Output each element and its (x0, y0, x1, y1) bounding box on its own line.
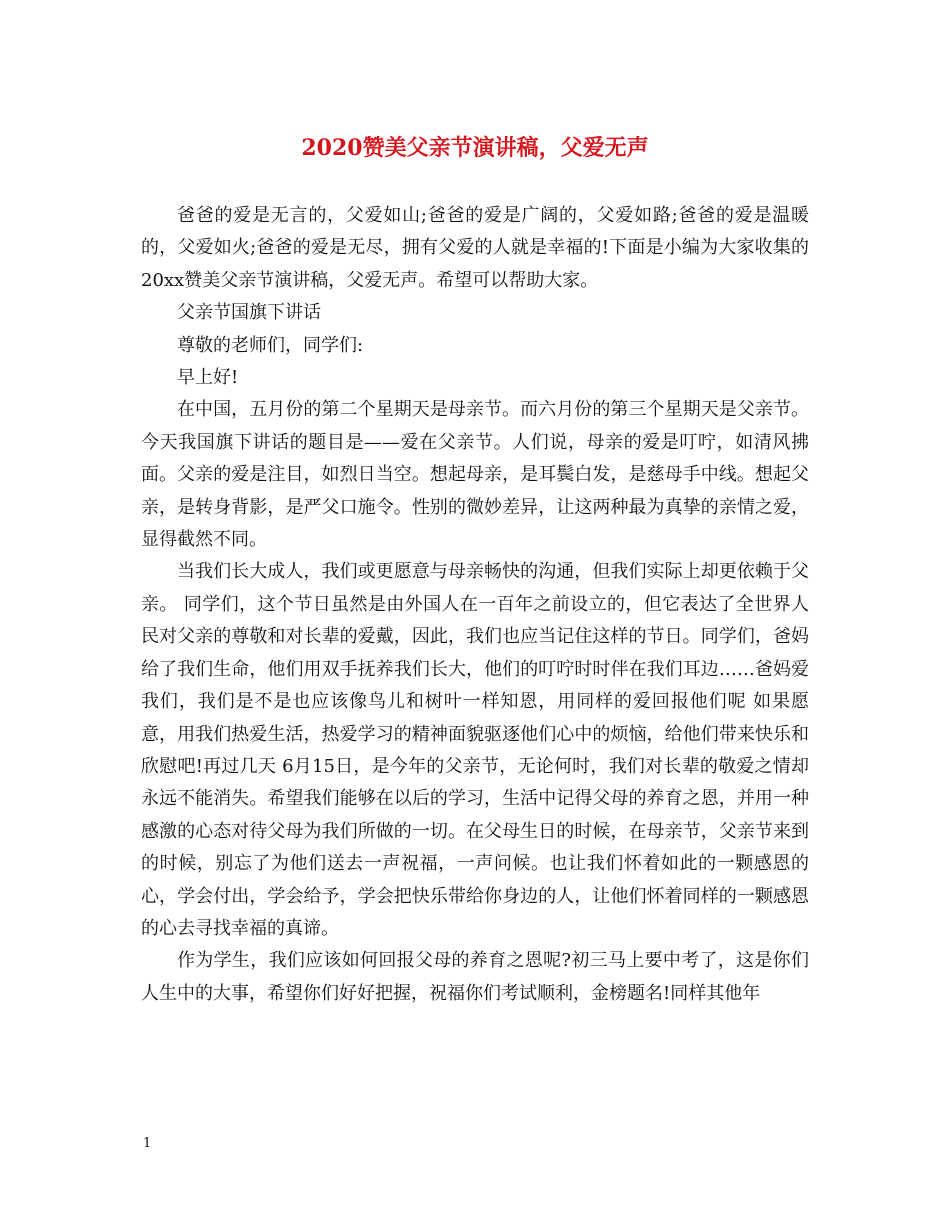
salutation: 尊敬的老师们，同学们: (177, 334, 364, 356)
intro-paragraph: 爸爸的爱是无言的，父爱如山;爸爸的爱是广阔的，父爱如路;爸爸的爱是温暖的，父爱如火;爸爸的爱是无尽，拥有父爱的人就是幸福的!下面是小编为大家收集的20xx赞美父亲节演讲稿，父爱无声。希望可以帮助大家。 (141, 205, 809, 291)
document-title: 2020赞美父亲节演讲稿，父爱无声 (301, 135, 649, 161)
document-body (141, 200, 809, 1010)
speech-heading: 父亲节国旗下讲话 (177, 302, 321, 324)
body-paragraph: 作为学生，我们应该如何回报父母的养育之恩呢?初三马上要中考了，这是你们人生中的大事，希望你们好好把握，祝福你们考试顺利，金榜题名!同样其他年 (141, 950, 809, 1004)
page-number: 1 (143, 1136, 152, 1151)
body-paragraph: 当我们长大成人，我们或更愿意与母亲畅快的沟通，但我们实际上却更依赖于父亲。 同学们，这个节日虽然是由外国人在一百年之前设立的，但它表达了全世界人民对父亲的尊敬和对长辈的爱戴，因此，我们也应当记住这样的节日。同学们，爸妈给了我们生命，他们用双手抚养我们长大，他们的叮咛时时伴在我们耳边……爸妈爱我们，我们是不是也应该像鸟儿和树叶一样知恩，用同样的爱回报他们呢 如果愿意，用我们热爱生活，热爱学习的精神面貌驱逐他们心中的烦恼，给他们带来快乐和欣慰吧!再过几天 6月15日，是今年的父亲节，无论何时，我们对长辈的敬爱之情却永远不能消失。希望我们能够在以后的学习，生活中记得父母的养育之恩，并用一种感激的心态对待父母为我们所做的一切。在父母生日的时候，在母亲节，父亲节来到的时候，别忘了为他们送去一声祝福，一声问候。也让我们怀着如此的一颗感恩的心，学会付出，学会给予，学会把快乐带给你身边的人，让他们怀着同样的一颗感恩的心去寻找幸福的真谛。 (141, 561, 809, 939)
body-paragraph: 在中国，五月份的第二个星期天是母亲节。而六月份的第三个星期天是父亲节。今天我国旗下讲话的题目是——爱在父亲节。人们说，母亲的爱是叮咛，如清风拂面。父亲的爱是注目，如烈日当空。想起母亲，是耳鬓白发，是慈母手中线。想起父亲，是转身背影，是严父口施令。性别的微妙差异，让这两种最为真挚的亲情之爱，显得截然不同。 (141, 399, 809, 551)
greeting: 早上好! (177, 367, 239, 389)
